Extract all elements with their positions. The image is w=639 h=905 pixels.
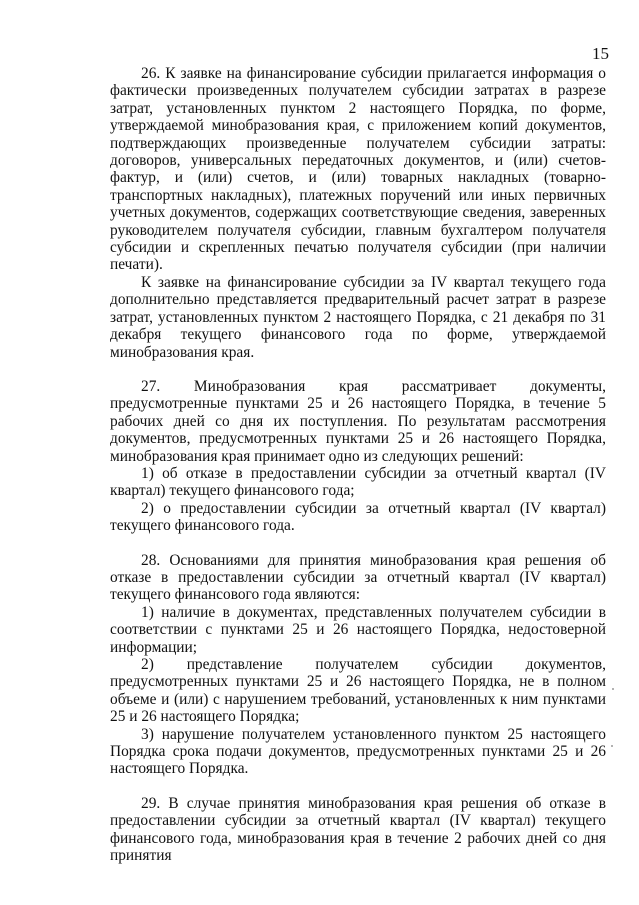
paragraph-26-addendum: К заявке на финансирование субсидии за IV квартал текущего года дополнительно представляется предварительный расчет затрат в разрезе затрат, установленных пунктом 2 настоящего Порядка, с 21 декабря по 31 декабря текущего финансового года по форме, утверждаемой минобразования края.: [110, 273, 606, 361]
scan-speck: [611, 745, 613, 747]
scan-speck: [612, 688, 614, 690]
paragraph-28-ground-3: 3) нарушение получателем установленного пунктом 25 настоящего Порядка срока подачи документов, предусмотренных пунктами 25 и 26 настоящего Порядка.: [110, 725, 606, 778]
paragraph-29: 29. В случае принятия минобразования края решения об отказе в предоставлении субсидии за отчетный квартал (IV квартал) текущего финансового года, минобразования края в течение 2 рабочих дней со дня принятия: [110, 794, 606, 865]
paragraph-27-option-1: 1) об отказе в предоставлении субсидии за отчетный квартал (IV квартал) текущего финансового года;: [110, 464, 606, 500]
paragraph-28-ground-1: 1) наличие в документах, представленных получателем субсидии в соответствии с пунктами 25 и 26 настоящего Порядка, недостоверной информации;: [110, 603, 606, 656]
paragraph-28-ground-2: 2) представление получателем субсидии документов, предусмотренных пунктами 25 и 26 настоящего Порядка, не в полном объеме и (или) с нарушением требований, установленных к ним пунктами 25 и 26 настоящего Порядка;: [110, 656, 606, 726]
paragraph-28: 28. Основаниями для принятия минобразования края решения об отказе в предоставлении субсидии за отчетный квартал (IV квартал) текущего финансового года являются:: [110, 551, 606, 604]
page-number: 15: [592, 44, 609, 63]
paragraph-27-option-2: 2) о предоставлении субсидии за отчетный квартал (IV квартал) текущего финансового года.: [110, 499, 606, 535]
paragraph-26: 26. К заявке на финансирование субсидии прилагается информация о фактически произведенных получателем субсидии затратах в разрезе затрат, установленных пунктом 2 настоящего Порядка, по форме, утверждаемой минобразования края, с приложением копий документов, подтверждающих произведенные получателем субсидии затраты: договоров, универсальных передаточных документов, и (или) счетов-фактур, и (или) счетов, и (или) товарных накладных (товарно-транспортных накладных), платежных поручений или иных первичных учетных документов, содержащих соответствующие сведения, заверенных руководителем получателя субсидии, главным бухгалтером получателя субсидии и скрепленных печатью получателя субсидии (при наличии печати).: [110, 65, 606, 274]
document-body: [110, 65, 606, 864]
paragraph-27: 27. Минобразования края рассматривает документы, предусмотренные пунктами 25 и 26 настоящего Порядка, в течение 5 рабочих дней со дня их поступления. По результатам рассмотрения документов, предусмотренных пунктами 25 и 26 настоящего Порядка, минобразования края принимает одно из следующих решений:: [110, 377, 606, 465]
